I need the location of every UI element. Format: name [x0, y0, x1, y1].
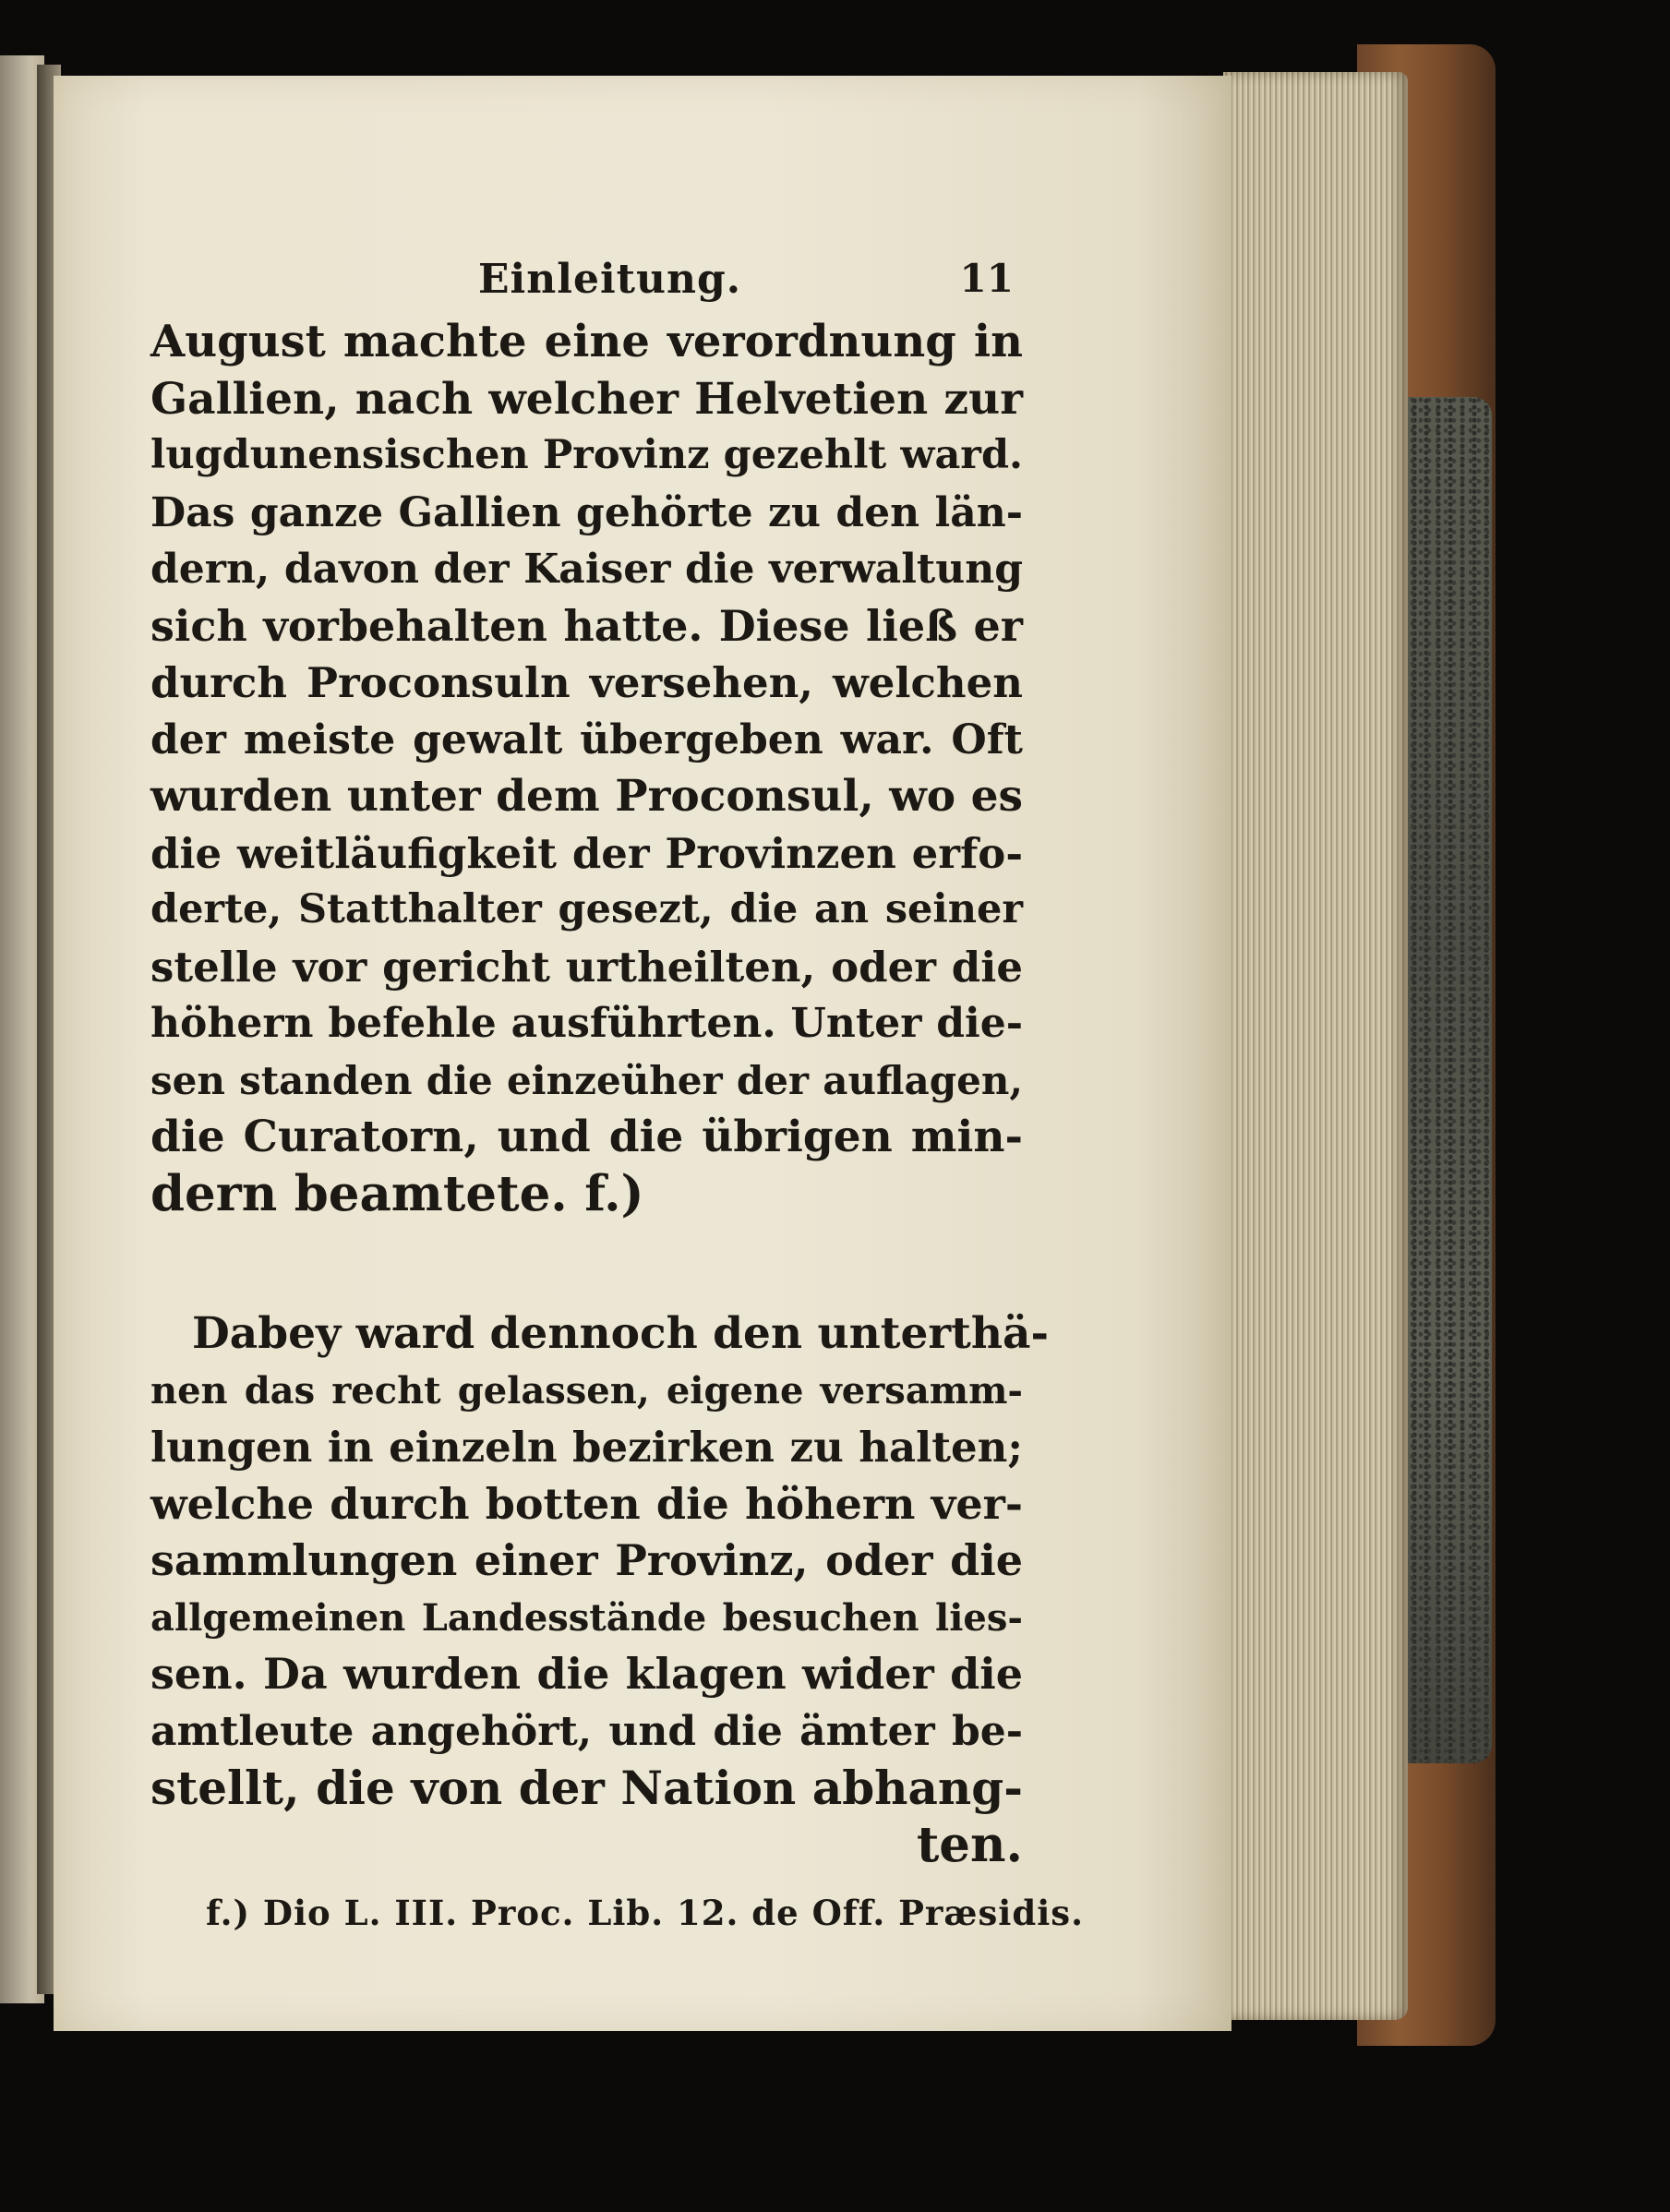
paragraph-1 — [150, 314, 1023, 1222]
text-line: stelle vor gericht urtheilten, oder die — [150, 942, 1023, 992]
text-line: wurden unter dem Proconsul, wo es — [150, 771, 1023, 822]
page-header — [257, 256, 1014, 320]
page-stack-edge — [1223, 72, 1408, 2020]
text-line: Gallien, nach welcher Helvetien zur — [150, 373, 1023, 425]
text-line: Das ganze Gallien gehörte zu den län- — [150, 488, 1023, 536]
text-line: amtleute angehört, und die ämter be- — [150, 1707, 1023, 1755]
marbled-board — [1394, 397, 1492, 1763]
text-line: dern beamtete. f.) — [150, 1164, 644, 1222]
text-line: lungen in einzeln bezirken zu halten; — [150, 1423, 1023, 1472]
page-number: 11 — [959, 256, 1014, 301]
text-line: allgemeinen Landesstände besuchen lies- — [150, 1595, 1023, 1640]
text-line: sen. Da wurden die klagen wider die — [150, 1649, 1023, 1699]
body-text — [150, 314, 1050, 1873]
text-line: stellt, die von der Nation abhang- — [150, 1761, 1023, 1815]
text-line: sich vorbehalten hatte. Diese ließ er — [150, 600, 1023, 651]
text-line: dern, davon der Kaiser die verwaltung — [150, 546, 1023, 593]
book-page — [54, 76, 1231, 2031]
footnote: f.) Dio L. III. Proc. Lib. 12. de Off. Præsidis. — [206, 1893, 1084, 1933]
text-line: August machte eine verordnung in — [150, 316, 1023, 367]
text-line: lugdunensischen Provinz gezehlt ward. — [150, 432, 1023, 478]
text-line: höhern befehle ausführten. Unter die- — [150, 1000, 1023, 1047]
paragraph-2 — [150, 1305, 1050, 1363]
text-line: welche durch botten die höhern ver- — [150, 1478, 1023, 1529]
catchword: ten. — [916, 1815, 1023, 1873]
text-line: durch Proconsuln versehen, welchen — [150, 658, 1023, 707]
paragraph-2-body — [150, 1363, 1023, 1874]
text-line: die Curatorn, und die übrigen min- — [150, 1112, 1023, 1162]
text-line: Dabey ward dennoch den unterthä- — [192, 1308, 1050, 1359]
text-line: derte, Statthalter gesezt, die an seiner — [150, 886, 1023, 932]
text-line: sammlungen einer Provinz, oder die — [150, 1535, 1023, 1585]
text-line: sen standen die einzeüher der auflagen, — [150, 1057, 1023, 1103]
text-line: nen das recht gelassen, eigene versamm- — [150, 1368, 1023, 1413]
text-line: der meiste gewalt übergeben war. Oft — [150, 715, 1023, 763]
paragraph-gap — [150, 1222, 1023, 1305]
text-line: die weitläufigkeit der Provinzen erfo- — [150, 828, 1023, 878]
running-title: Einleitung. — [478, 256, 742, 303]
